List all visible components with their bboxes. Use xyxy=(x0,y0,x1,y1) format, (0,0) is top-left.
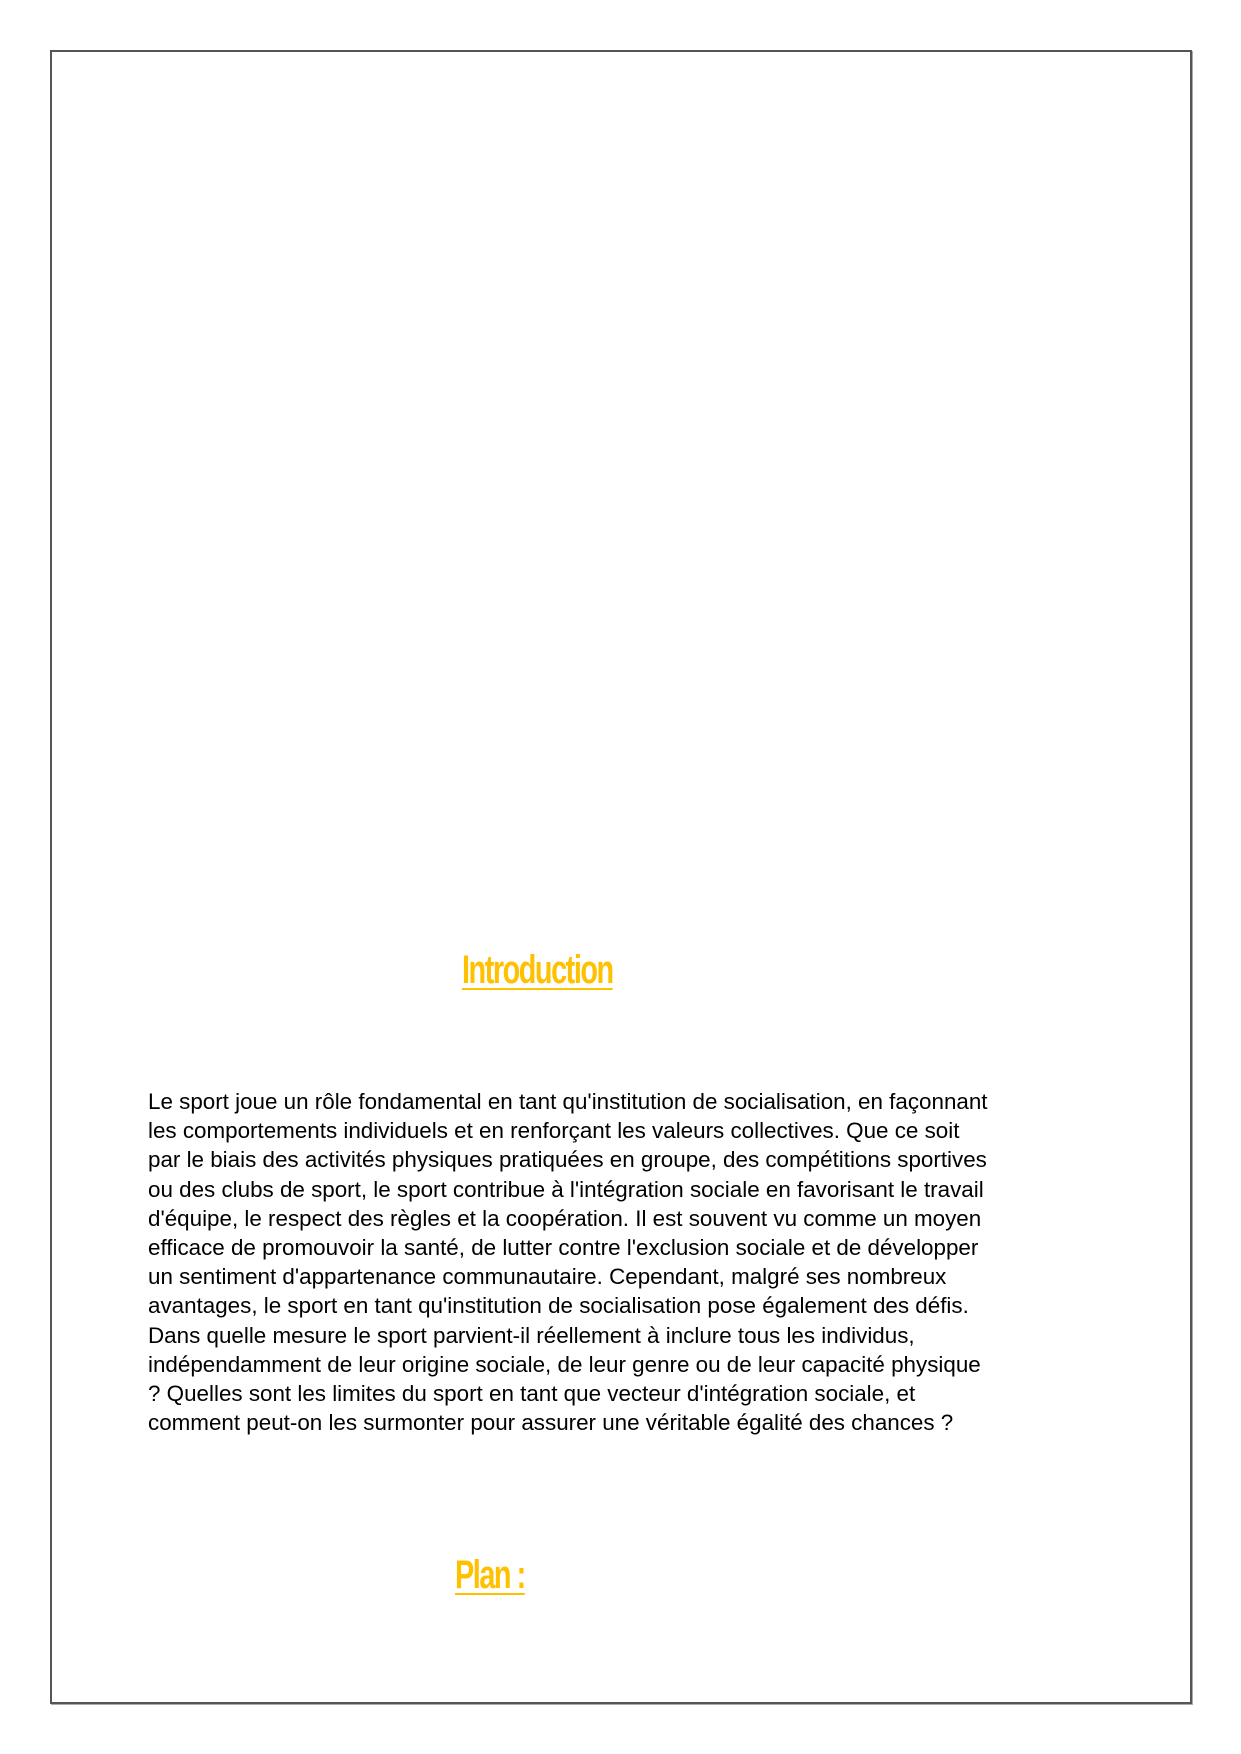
paragraph-line: Le sport joue un rôle fondamental en tant qu'institution de socialisation, en façonnant xyxy=(148,1089,988,1114)
plan-heading: Plan : xyxy=(455,1553,525,1597)
paragraph-line: comment peut-on les surmonter pour assurer une véritable égalité des chances ? xyxy=(148,1410,954,1436)
paragraph-line: efficace de promouvoir la santé, de lutter contre l'exclusion sociale et de développer xyxy=(148,1235,979,1261)
paragraph-line: ? Quelles sont les limites du sport en tant que vecteur d'intégration sociale, et xyxy=(148,1381,916,1407)
paragraph-line: avantages, le sport en tant qu'institution de socialisation pose également des défis. xyxy=(148,1293,969,1319)
introduction-paragraph xyxy=(148,1087,1098,1437)
paragraph-line: d'équipe, le respect des règles et la coopération. Il est souvent vu comme un moyen xyxy=(148,1205,982,1231)
introduction-heading: Introduction xyxy=(462,948,613,992)
paragraph-line: indépendamment de leur origine sociale, de leur genre ou de leur capacité physique xyxy=(148,1351,981,1377)
paragraph-line: Dans quelle mesure le sport parvient-il réellement à inclure tous les individus, xyxy=(148,1322,915,1348)
paragraph-line: ou des clubs de sport, le sport contribue à l'intégration sociale en favorisant le travail xyxy=(148,1176,984,1202)
page-border xyxy=(50,50,1192,1704)
paragraph-line: les comportements individuels et en renforçant les valeurs collectives. Que ce soit xyxy=(148,1118,960,1144)
paragraph-line: par le biais des activités physiques pratiquées en groupe, des compétitions sportives xyxy=(148,1147,987,1173)
paragraph-line: un sentiment d'appartenance communautaire. Cependant, malgré ses nombreux xyxy=(148,1264,947,1290)
